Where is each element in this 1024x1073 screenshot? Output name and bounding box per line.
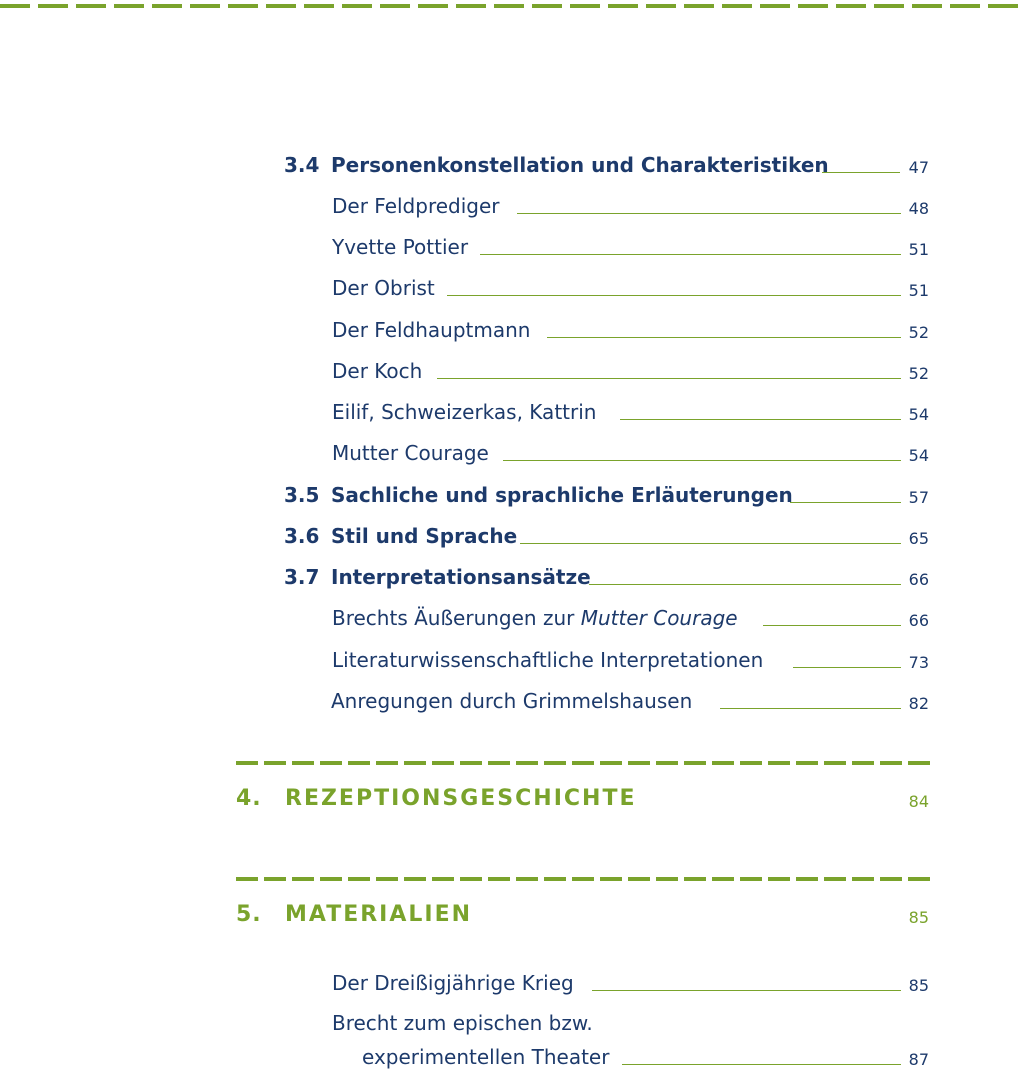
leader-line bbox=[517, 213, 901, 214]
toc-entry-3-6[interactable] bbox=[0, 522, 1024, 552]
leader-line bbox=[503, 460, 901, 461]
entry-title: Der Dreißigjährige Krieg bbox=[332, 971, 574, 995]
chapter-4-dashed-rule bbox=[236, 761, 931, 765]
leader-line bbox=[589, 584, 901, 585]
page-number: 66 bbox=[908, 570, 929, 589]
entry-title: Anregungen durch Grimmelshausen bbox=[331, 689, 693, 713]
toc-entry-grimmelshausen[interactable] bbox=[0, 687, 1024, 717]
leader-line bbox=[620, 419, 901, 420]
toc-chapter-5[interactable] bbox=[0, 899, 1024, 931]
page-number: 84 bbox=[908, 792, 929, 811]
toc-entry-mutter-courage[interactable] bbox=[0, 439, 1024, 469]
leader-line bbox=[520, 543, 901, 544]
toc-entry-3-7[interactable] bbox=[0, 563, 1024, 593]
leader-line bbox=[763, 625, 901, 626]
page-number: 54 bbox=[908, 405, 929, 424]
chapter-number: 5. bbox=[236, 902, 262, 927]
page-number: 87 bbox=[908, 1050, 929, 1069]
section-number: 3.6 bbox=[284, 524, 320, 548]
toc-chapter-4[interactable] bbox=[0, 783, 1024, 815]
page-number: 73 bbox=[908, 653, 929, 672]
page-number: 52 bbox=[908, 323, 929, 342]
chapter-title: MATERIALIEN bbox=[285, 902, 473, 927]
entry-title bbox=[332, 606, 738, 630]
section-number: 3.4 bbox=[284, 153, 320, 177]
chapter-number: 4. bbox=[236, 786, 262, 811]
leader-line bbox=[793, 667, 901, 668]
toc-entry-koch[interactable] bbox=[0, 357, 1024, 387]
page-number: 51 bbox=[908, 281, 929, 300]
leader-line bbox=[592, 990, 901, 991]
leader-line bbox=[790, 502, 901, 503]
page-number: 85 bbox=[908, 976, 929, 995]
leader-line bbox=[547, 337, 901, 338]
section-title: Personenkonstellation und Charakteristiken bbox=[331, 153, 829, 177]
page-number: 54 bbox=[908, 446, 929, 465]
toc-entry-literaturwissenschaftliche[interactable] bbox=[0, 646, 1024, 676]
toc-entry-yvette-pottier[interactable] bbox=[0, 233, 1024, 263]
toc-entry-3-4[interactable] bbox=[0, 151, 1024, 181]
page-number: 57 bbox=[908, 488, 929, 507]
chapter-title: REZEPTIONSGESCHICHTE bbox=[285, 786, 637, 811]
toc-entry-3-5[interactable] bbox=[0, 481, 1024, 511]
entry-title: Der Feldhauptmann bbox=[332, 318, 531, 342]
toc-entry-obrist[interactable] bbox=[0, 274, 1024, 304]
entry-title: Mutter Courage bbox=[332, 441, 489, 465]
toc-entry-dreissigjaehriger-krieg[interactable] bbox=[0, 969, 1024, 999]
entry-title-prefix: Brechts Äußerungen zur bbox=[332, 606, 581, 630]
toc-entry-feldprediger[interactable] bbox=[0, 192, 1024, 222]
section-title: Sachliche und sprachliche Erläuterungen bbox=[331, 483, 793, 507]
toc-entry-feldhauptmann[interactable] bbox=[0, 316, 1024, 346]
page-number: 85 bbox=[908, 908, 929, 927]
page-number: 66 bbox=[908, 611, 929, 630]
entry-title-italic: Mutter Courage bbox=[580, 606, 738, 630]
section-title: Stil und Sprache bbox=[331, 524, 518, 548]
chapter-5-dashed-rule bbox=[236, 877, 931, 881]
section-number: 3.5 bbox=[284, 483, 320, 507]
section-title: Interpretationsansätze bbox=[331, 565, 591, 589]
page-number: 48 bbox=[908, 199, 929, 218]
entry-title: Eilif, Schweizerkas, Kattrin bbox=[332, 400, 597, 424]
toc-entry-episches-theater[interactable] bbox=[0, 1043, 1024, 1073]
top-dashed-rule bbox=[0, 4, 1024, 8]
leader-line bbox=[822, 172, 900, 173]
leader-line bbox=[447, 295, 901, 296]
toc-entry-brechts-aeusserungen[interactable] bbox=[0, 604, 1024, 634]
leader-line bbox=[480, 254, 901, 255]
toc-entry-eilif-schweizerkas-kattrin[interactable] bbox=[0, 398, 1024, 428]
entry-title: Der Koch bbox=[332, 359, 423, 383]
entry-title: Literaturwissenschaftliche Interpretationen bbox=[332, 648, 764, 672]
page-number: 47 bbox=[908, 158, 929, 177]
entry-title: Der Obrist bbox=[332, 276, 435, 300]
entry-title: Yvette Pottier bbox=[332, 235, 469, 259]
entry-title-line-1[interactable]: Brecht zum epischen bzw. bbox=[332, 1011, 593, 1035]
page-number: 65 bbox=[908, 529, 929, 548]
section-number: 3.7 bbox=[284, 565, 320, 589]
entry-title-line-2: experimentellen Theater bbox=[362, 1045, 610, 1069]
page-number: 51 bbox=[908, 240, 929, 259]
leader-line bbox=[437, 378, 901, 379]
page-number: 82 bbox=[908, 694, 929, 713]
leader-line bbox=[622, 1064, 901, 1065]
page-number: 52 bbox=[908, 364, 929, 383]
leader-line bbox=[720, 708, 901, 709]
entry-title: Der Feldprediger bbox=[332, 194, 500, 218]
